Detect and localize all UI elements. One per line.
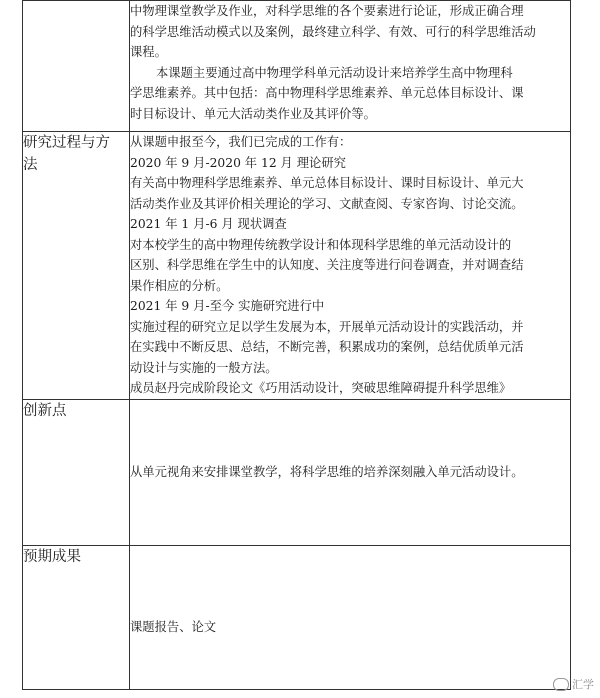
- text-line: 课题报告、论文: [130, 619, 217, 634]
- table-row-intro: [23, 1, 571, 132]
- text-line: 课程。: [130, 45, 167, 59]
- text-line: 2021 年 1 月-6 月 现状调查: [130, 217, 287, 231]
- text-line: 从课题申报至今，我们已完成的工作有：: [130, 135, 352, 149]
- text-line: 果作相应的分析。: [130, 278, 229, 293]
- text-line: 学思维素养。其中包括：高中物理科学思维素养、单元总体目标设计、课: [130, 86, 524, 100]
- text-line: 活动类作业及其评价相关理论的学习、文献查阅、专家咨询、讨论交流。: [130, 196, 524, 211]
- table-row-innovation: [23, 399, 571, 545]
- text-line: 从单元视角来安排课堂教学，将科学思维的培养深刻融入单元活动设计。: [130, 464, 524, 479]
- text-line: 成员赵丹完成阶段论文《巧用活动设计，突破思维障碍提升科学思维》: [130, 381, 512, 395]
- row-label-process: [23, 132, 130, 400]
- text-line: 在实践中不断反思、总结，不断完善，积累成功的案例，总结优质单元活: [130, 340, 524, 354]
- text-line: 实施过程的研究立足以学生发展为本，开展单元活动设计的实践活动，并: [130, 319, 524, 334]
- text-line: 对本校学生的高中物理传统教学设计和体现科学思维的单元活动设计的: [130, 237, 512, 252]
- wechat-icon: [553, 678, 569, 691]
- table-row-process: [23, 132, 571, 400]
- text-line: 中物理课堂教学及作业，对科学思维的各个要素进行论证，形成正确合理: [130, 4, 524, 18]
- process-content: [130, 132, 571, 400]
- text-line: 区别、科学思维在学生中的认知度、关注度等进行问卷调查，并对调查结: [130, 258, 524, 272]
- text-line: 动设计与实施的一般方法。: [130, 360, 278, 375]
- research-table: [22, 0, 571, 690]
- row-label-innovation: 创新点: [23, 399, 130, 545]
- text-line: 2020 年 9 月-2020 年 12 月 理论研究: [130, 155, 346, 170]
- label-line: 法: [23, 157, 38, 173]
- watermark: [553, 676, 594, 692]
- text-line: 的科学思维活动模式以及案例，最终建立科学、有效、可行的科学思维活动: [130, 24, 536, 39]
- text-line: 有关高中物理科学思维素养、单元总体目标设计、课时目标设计、单元大: [130, 176, 524, 190]
- intro-content: [130, 1, 571, 132]
- label-line: 研究过程与方: [23, 135, 110, 151]
- row-label-outcome: 预期成果: [23, 545, 130, 689]
- row-label-empty: [23, 1, 130, 132]
- outcome-content: [130, 545, 571, 689]
- watermark-text: 汇学: [572, 678, 594, 691]
- table-row-outcome: [23, 545, 571, 689]
- innovation-content: [130, 399, 571, 545]
- text-line: 2021 年 9 月-至今 实施研究进行中: [130, 299, 325, 313]
- text-line: 时目标设计、单元大活动类作业及其评价等。: [130, 106, 376, 121]
- text-line: 本课题主要通过高中物理学科单元活动设计来培养学生高中物理科: [156, 65, 513, 80]
